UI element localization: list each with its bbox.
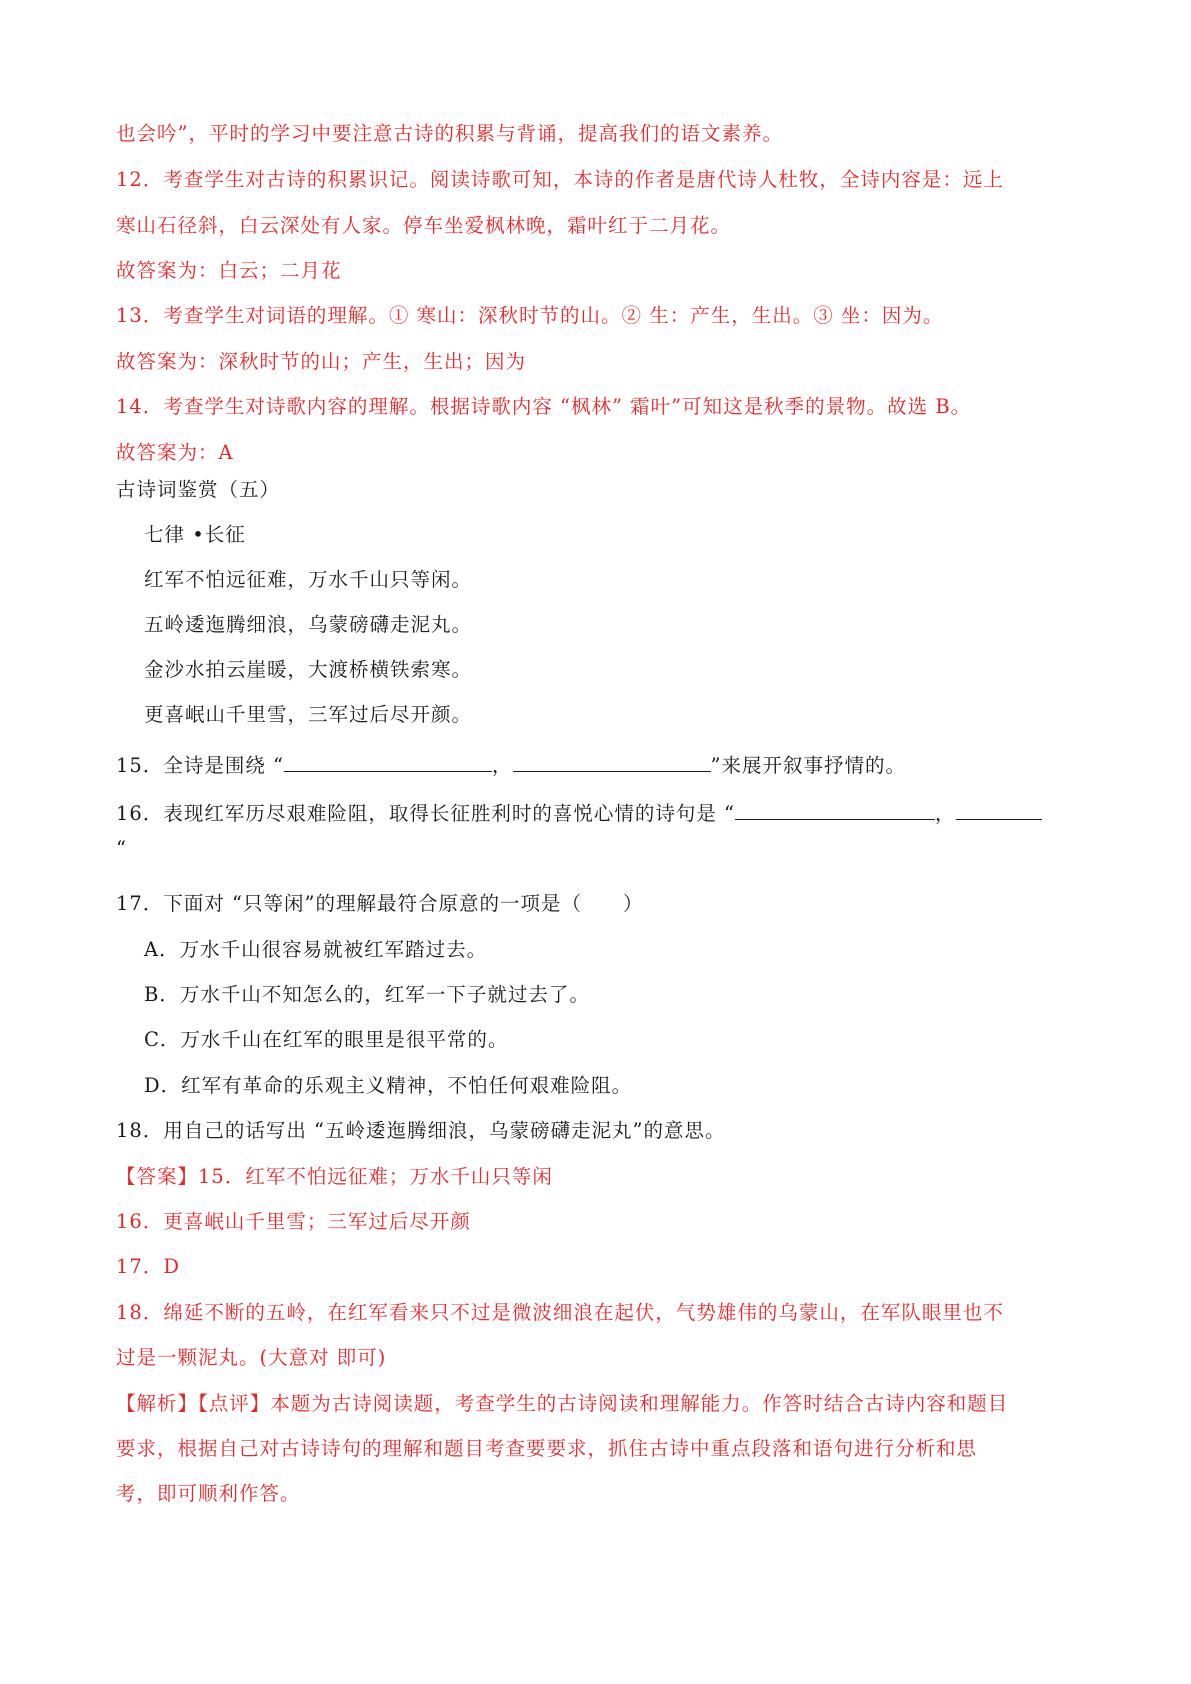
question-16-separator: ， [934,802,956,825]
fill-blank[interactable] [956,797,1042,820]
question-16-prefix: 16．表现红军历尽艰难险阻，取得长征胜利时的喜悦心情的诗句是 “ [116,802,735,825]
question-15-suffix: ”来展开叙事抒情的。 [710,754,906,777]
option-d: D．红军有革命的乐观主义精神，不怕任何艰难险阻。 [144,1074,633,1097]
poem-line: 五岭逶迤腾细浪，乌蒙磅礴走泥丸。 [144,613,473,636]
question-18: 18．用自己的话写出 “五岭逶迤腾细浪，乌蒙磅礴走泥丸”的意思。 [116,1119,726,1142]
answer-continuation: 也会吟”，平时的学习中要注意古诗的积累与背诵，提高我们的语文素养。 [116,122,783,145]
section-title: 古诗词鉴赏（五） [116,478,281,501]
answer-16: 16．更喜岷山千里雪；三军过后尽开颜 [116,1210,471,1233]
analysis-line2: 要求，根据自己对古诗诗句的理解和题目考查要要求，抓住古诗中重点段落和语句进行分析和思 [116,1437,978,1460]
option-a: A．万水千山很容易就被红军踏过去。 [144,938,488,961]
question-15-separator: ， [491,754,513,777]
answer-q14-result: 故答案为：A [116,441,234,464]
option-b: B．万水千山不知怎么的，红军一下子就过去了。 [144,983,590,1006]
question-17: 17．下面对 “只等闲”的理解最符合原意的一项是（ ） [116,892,644,915]
poem-title: 七律 •长征 [144,523,246,546]
answer-18-line1: 18．绵延不断的五岭，在红军看来只不过是微波细浪在起伏，气势雄伟的乌蒙山，在军队眼里也不 [116,1301,1004,1324]
poem-line: 金沙水拍云崖暖，大渡桥横铁索寒。 [144,658,473,681]
option-c: C．万水千山在红军的眼里是很平常的。 [144,1028,509,1051]
analysis-line1: 【解析】【点评】本题为古诗阅读题，考查学生的古诗阅读和理解能力。作答时结合古诗内容和题目 [116,1392,1009,1415]
answer-17: 17．D [116,1255,180,1278]
question-16 [116,797,1042,827]
fill-blank[interactable] [513,749,711,772]
answer-q12-line1: 12．考查学生对古诗的积累识记。阅读诗歌可知，本诗的作者是唐代诗人杜牧，全诗内容是：远上 [116,168,1004,191]
fill-blank[interactable] [284,749,492,772]
answer-q12-result: 故答案为：白云；二月花 [116,259,342,282]
answer-q13: 13．考查学生对词语的理解。① 寒山：深秋时节的山。② 生：产生，生出。③ 坐：因为。 [116,304,944,327]
poem-line: 红军不怕远征难，万水千山只等闲。 [144,568,473,591]
poem-line: 更喜岷山千里雪，三军过后尽开颜。 [144,703,473,726]
answer-q13-result: 故答案为：深秋时节的山；产生，生出；因为 [116,350,527,373]
answer-18-line2: 过是一颗泥丸。(大意对 即可) [116,1346,387,1369]
analysis-line3: 考，即可顺利作答。 [116,1482,301,1505]
question-15 [116,749,906,779]
question-16-continuation: “ [116,837,127,860]
answer-15: 【答案】15．红军不怕远征难；万水千山只等闲 [116,1165,553,1188]
answer-q14: 14．考查学生对诗歌内容的理解。根据诗歌内容 “枫林” 霜叶”可知这是秋季的景物。故选 B。 [116,395,972,418]
question-15-prefix: 15．全诗是围绕 “ [116,754,284,777]
answer-q12-line2: 寒山石径斜，白云深处有人家。停车坐爱枫林晚，霜叶红于二月花。 [116,214,732,237]
fill-blank[interactable] [735,797,935,820]
